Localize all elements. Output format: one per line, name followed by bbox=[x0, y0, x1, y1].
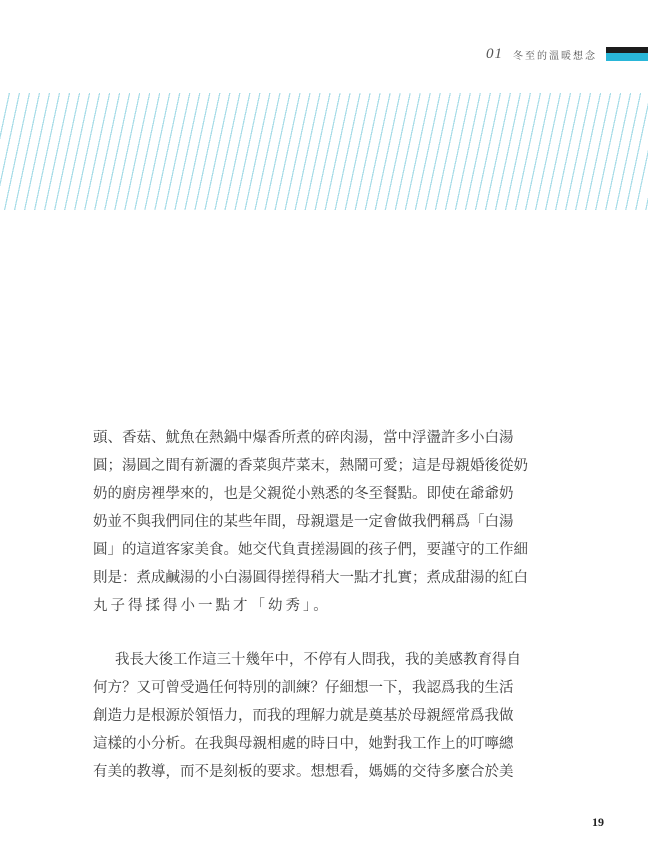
decorative-stripe-band bbox=[0, 93, 648, 210]
header-color-bar bbox=[606, 47, 648, 61]
chapter-number: 01 bbox=[486, 45, 503, 62]
text-line: 何方？又可曾受過任何特別的訓練？仔細想一下，我認爲我的生活 bbox=[93, 680, 514, 696]
text-line: 奶並不與我們同住的某些年間，母親還是一定會做我們稱爲「白湯 bbox=[93, 514, 514, 530]
running-header bbox=[486, 45, 648, 63]
text-line: 則是：煮成鹹湯的小白湯圓得搓得稍大一點才扎實；煮成甜湯的紅白 bbox=[93, 570, 528, 586]
text-line: 丸子得揉得小一點才「幼秀」。 bbox=[93, 598, 331, 614]
paragraph-2 bbox=[93, 646, 521, 786]
text-line: 這樣的小分析。在我與母親相處的時日中，她對我工作上的叮嚀總 bbox=[93, 736, 514, 752]
paragraph-1 bbox=[93, 424, 528, 620]
text-line: 創造力是根源於領悟力，而我的理解力就是奠基於母親經常爲我做 bbox=[93, 708, 514, 724]
text-line: 圓；湯圓之間有新灑的香菜與芹菜末，熱鬧可愛；這是母親婚後從奶 bbox=[93, 458, 528, 474]
chapter-title: 冬至的溫暖想念 bbox=[513, 50, 597, 62]
text-line: 有美的教導，而不是刻板的要求。想想看，媽媽的交待多麼合於美 bbox=[93, 764, 514, 780]
page-number: 19 bbox=[592, 815, 604, 829]
text-line: 我長大後工作這三十幾年中，不停有人問我，我的美感教育得自 bbox=[115, 652, 521, 668]
text-line: 奶的廚房裡學來的，也是父親從小熟悉的冬至餐點。即使在爺爺奶 bbox=[93, 486, 514, 502]
text-line: 頭、香菇、魷魚在熱鍋中爆香所煮的碎肉湯，當中浮盪許多小白湯 bbox=[93, 430, 514, 446]
text-line: 圓」的這道客家美食。她交代負責搓湯圓的孩子們，要謹守的工作細 bbox=[93, 542, 528, 558]
